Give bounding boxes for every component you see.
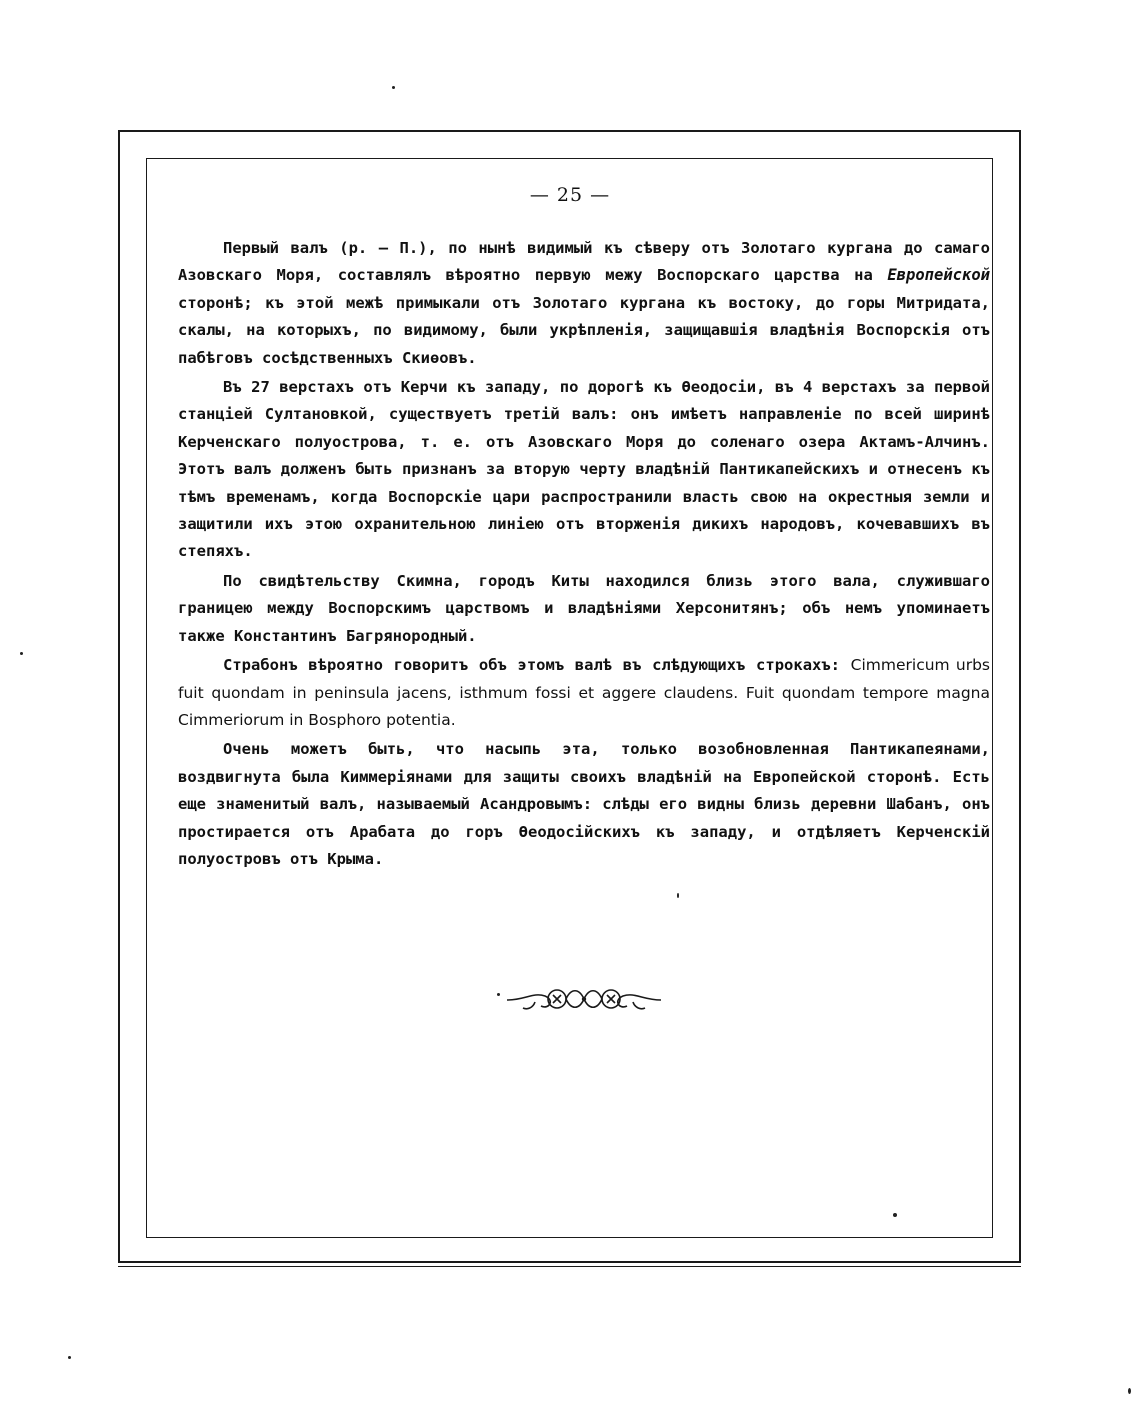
body-text [178, 235, 990, 875]
paragraph-1-text-a: Первый валъ (р. — П.), по нынѣ видимый къ сѣверу отъ Золотаго кургана до самаго Азовскаго Моря, составлялъ вѣроятно первую межу Воспорскаго царства на [178, 239, 990, 285]
page-number: — 25 — [529, 184, 611, 206]
scan-speck [893, 1213, 897, 1217]
paragraph-1-text-b: сторонѣ; къ этой межѣ примыкали отъ Золотаго кургана къ востоку, до горы Митридата, скалы, на которыхъ, по видимому, были укрѣпленія, защищавшія владѣнія Воспорскія отъ пабѣговъ сосѣдственныхъ Скиѳовъ. [178, 293, 990, 367]
scan-speck [497, 993, 500, 996]
paragraph-1 [178, 235, 990, 372]
scan-speck [1128, 1388, 1131, 1394]
paragraph-2: Въ 27 верстахъ отъ Керчи къ западу, по дорогѣ къ Ѳеодосіи, въ 4 верстахъ за первой станціей Султановкой, существуетъ третій валъ: онъ имѣетъ направленіе по всей ширинѣ Керченскаго полуострова, т. е. отъ Азовскаго Моря до соленаго озера Актамъ-Алчинъ. Этотъ валъ долженъ быть признанъ за вторую черту владѣній Пантикапейскихъ и отнесенъ къ тѣмъ временамъ, когда Воспорскіе цари распространили власть свою на окрестныя земли и защитили ихъ этою охранительною линіею отъ вторженія дикихъ народовъ, кочевавшихъ въ степяхъ. [178, 378, 990, 561]
paragraph-5: Очень можетъ быть, что насыпь эта, только возобновленная Пантикапеянами, воздвигнута была Киммеріянами для защиты своихъ владѣній на Европейской сторонѣ. Есть еще знаменитый валъ, называемый Асандровымъ: слѣды его видны близь деревни Шабанъ, онъ простирается отъ Арабата до горъ Ѳеодосійскихъ къ западу, и отдѣляетъ Керченскій полуостровъ отъ Крыма. [178, 740, 990, 868]
paragraph-4 [178, 652, 990, 734]
paragraph-3: По свидѣтельству Скимна, городъ Киты находился близь этого вала, служившаго границею между Воспорскимъ царствомъ и владѣніями Херсонитянъ; объ немъ упоминаетъ также Константинъ Багрянородный. [178, 571, 990, 645]
paragraph-1-italic: Европейской [887, 266, 990, 285]
scan-speck [68, 1356, 71, 1359]
paragraph-4-text-a: Страбонъ вѣроятно говоритъ объ этомъ валѣ въ слѣдующихъ строкахъ: [223, 656, 851, 675]
floral-vignette-icon [505, 982, 663, 1016]
scan-speck [20, 652, 23, 655]
scan-speck [677, 893, 679, 898]
paragraph-4-latin-quote: Cimmericum urbs fuit quondam in peninsula jacens, isthmum fossi et aggere claudens. Fuit quondam tempore magna Cimmeriorum in Bosphoro potentia. [178, 656, 990, 729]
scan-speck [392, 86, 395, 89]
